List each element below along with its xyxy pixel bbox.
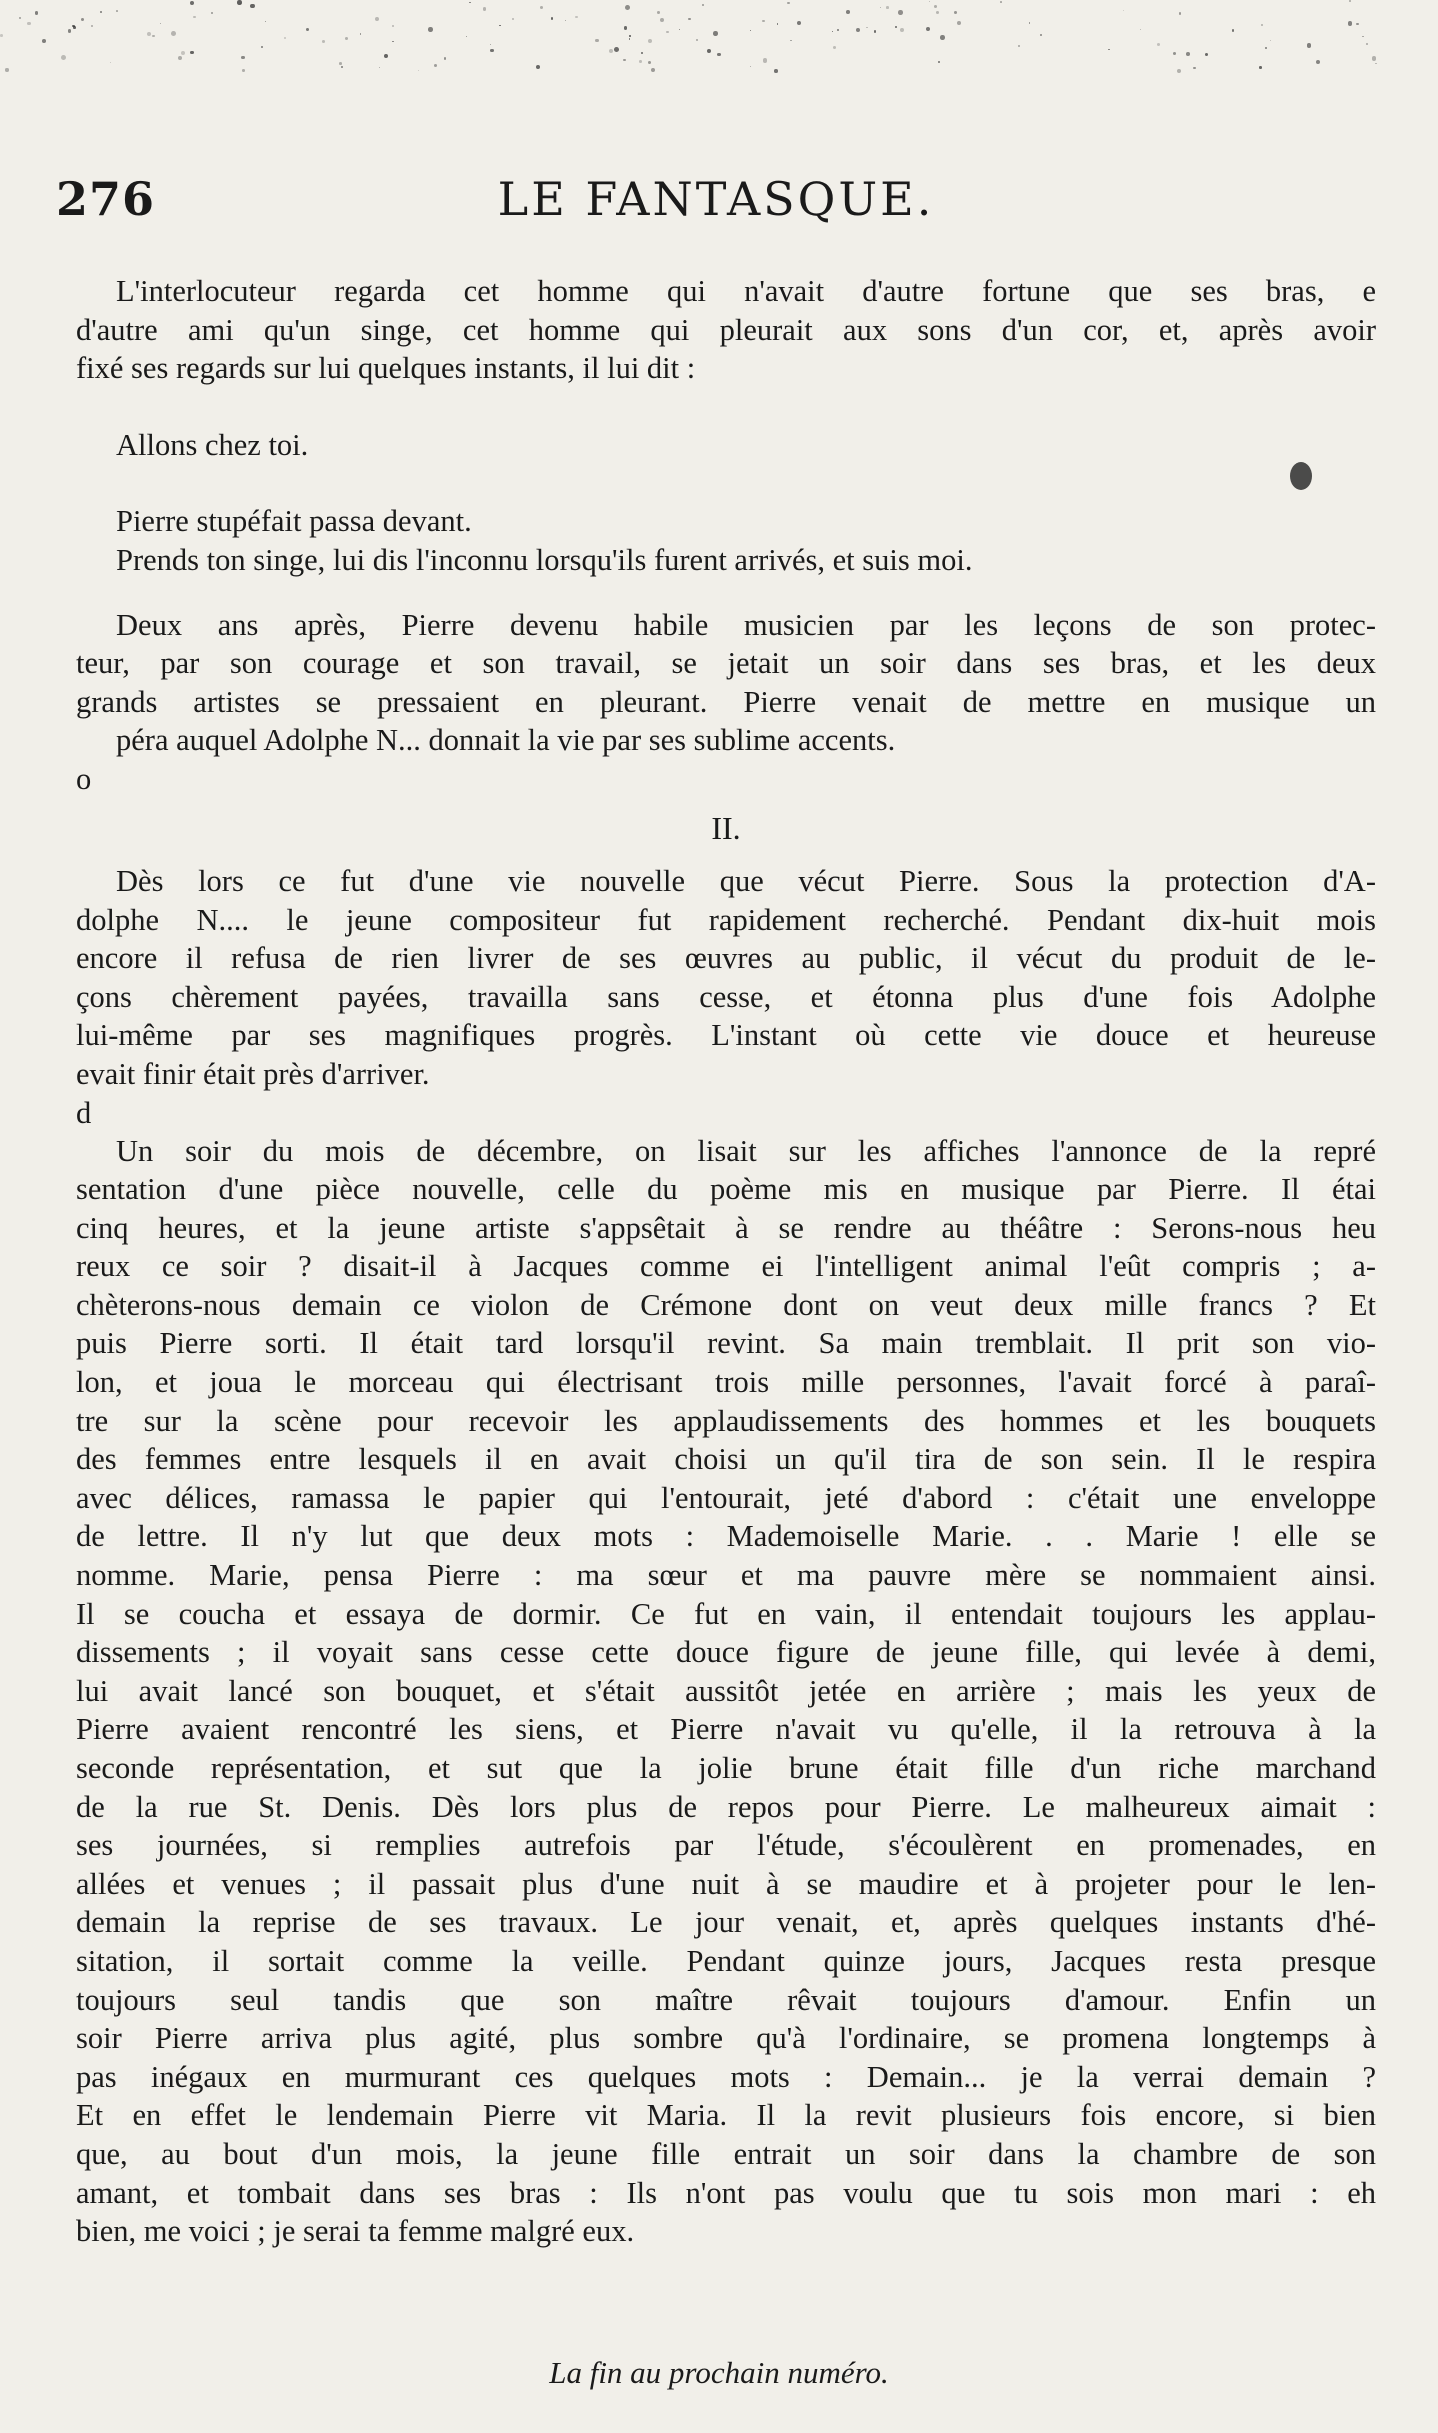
speckle bbox=[1140, 29, 1141, 30]
text-line: ses journées, si remplies autrefois par l'étude, s'écoulèrent en promenades, en bbox=[76, 1828, 1376, 1863]
speckle bbox=[595, 39, 599, 43]
speckle bbox=[679, 29, 680, 30]
speckle bbox=[777, 23, 779, 25]
speckle bbox=[241, 56, 244, 59]
speckle bbox=[938, 61, 940, 63]
text-line: bien, me voici ; je serai ta femme malgré eux. bbox=[76, 2214, 635, 2249]
speckle bbox=[833, 46, 836, 49]
text-line: çons chèrement payées, travailla sans cesse, et étonna plus d'une fois Adolphe bbox=[76, 979, 1376, 1014]
speckle bbox=[787, 2, 789, 4]
speckle bbox=[434, 64, 437, 67]
speckle bbox=[91, 25, 93, 27]
speckle bbox=[957, 21, 961, 25]
text-line: avec délices, ramassa le papier qui l'entourait, jeté d'abord : c'était une enveloppe bbox=[76, 1480, 1376, 1515]
text-line: pas inégaux en murmurant ces quelques mots : Demain... je la verrai demain ? bbox=[76, 2059, 1376, 2094]
speckle bbox=[1366, 43, 1368, 45]
speckle bbox=[660, 18, 664, 22]
speckle bbox=[540, 6, 543, 9]
paragraph bbox=[76, 502, 1376, 579]
speckle bbox=[306, 28, 310, 32]
text-line: Pierre avaient rencontré les siens, et Pierre n'avait vu qu'elle, il la retrouva à la bbox=[76, 1712, 1376, 1747]
speckle bbox=[490, 44, 491, 45]
speckle bbox=[250, 4, 255, 9]
text-line: grands artistes se pressaient en pleurant. Pierre venait de mettre en musique un bbox=[76, 684, 1376, 719]
paragraph bbox=[76, 272, 1376, 388]
speckle bbox=[1316, 60, 1320, 64]
text-line: dissements ; il voyait sans cesse cette douce figure de jeune fille, qui levée à demi, bbox=[76, 1635, 1376, 1670]
speckle bbox=[929, 1, 930, 2]
speckle bbox=[68, 29, 72, 33]
speckle bbox=[1307, 43, 1311, 47]
speckle bbox=[1356, 23, 1359, 26]
speckle bbox=[379, 67, 380, 68]
text-line: chèterons-nous demain ce violon de Crémone dont on veut deux mille francs ? Et bbox=[76, 1287, 1376, 1322]
speckle bbox=[72, 25, 74, 27]
speckle bbox=[1348, 21, 1353, 26]
speckle bbox=[750, 66, 751, 67]
text-line: que, au bout d'un mois, la jeune fille entrait un soir dans la chambre de son bbox=[76, 2136, 1376, 2171]
speckle bbox=[35, 11, 39, 15]
text-line: lui avait lancé son bouquet, et s'était aussitôt jetée en arrière ; mais les yeux de bbox=[76, 1673, 1376, 1708]
speckle bbox=[27, 22, 30, 25]
speckle bbox=[1375, 63, 1377, 65]
speckle bbox=[846, 10, 850, 14]
speckle bbox=[1173, 52, 1176, 55]
speckle bbox=[512, 18, 514, 20]
speckle bbox=[499, 25, 500, 26]
stray-letter: o bbox=[76, 761, 92, 796]
text-line: Prends ton singe, lui dis l'inconnu lorsqu'ils furent arrivés, et suis moi. bbox=[116, 542, 973, 577]
speckle bbox=[1372, 56, 1377, 61]
speckle bbox=[623, 59, 626, 62]
speckle bbox=[1362, 36, 1363, 37]
text-line: Et en effet le lendemain Pierre vit Maria. Il la revit plusieurs fois encore, si bien bbox=[76, 2098, 1376, 2133]
speckle bbox=[657, 11, 660, 14]
speckle bbox=[211, 12, 213, 14]
speckle bbox=[1179, 12, 1181, 14]
speckle bbox=[1193, 67, 1196, 70]
stray-letter: d bbox=[76, 1095, 92, 1130]
speckle bbox=[536, 65, 540, 69]
speckle bbox=[1232, 29, 1235, 32]
speckle bbox=[237, 0, 241, 4]
speckle bbox=[261, 46, 263, 48]
speckle bbox=[1029, 22, 1030, 23]
text-line: de lettre. Il n'y lut que deux mots : Mademoiselle Marie. . . Marie ! elle se bbox=[76, 1519, 1376, 1554]
speckle bbox=[1123, 10, 1125, 12]
section-heading: II. bbox=[711, 809, 741, 846]
speckle bbox=[895, 26, 897, 28]
text-line: encore il refusa de rien livrer de ses œuvres au public, il vécut du produit de le- bbox=[76, 941, 1376, 976]
speckle bbox=[1186, 52, 1190, 56]
speckle bbox=[341, 66, 343, 68]
speckle bbox=[5, 68, 8, 71]
speckle bbox=[625, 5, 630, 10]
speckle bbox=[856, 28, 860, 32]
text-line: teur, par son courage et son travail, se jetait un soir dans ses bras, et les deux bbox=[76, 646, 1376, 681]
text-line: reux ce soir ? disait-il à Jacques comme ei l'intelligent animal l'eût compris ; a- bbox=[76, 1249, 1376, 1284]
speckle bbox=[181, 51, 185, 55]
speckle bbox=[707, 49, 711, 53]
speckle bbox=[774, 69, 778, 73]
text-line: lui-même par ses magnifiques progrès. L'instant où cette vie douce et heureuse bbox=[76, 1018, 1376, 1053]
speckle bbox=[1018, 45, 1020, 47]
speckle bbox=[1108, 49, 1110, 51]
speckle bbox=[880, 7, 881, 8]
speckle bbox=[42, 39, 46, 43]
page-number: 276 bbox=[56, 172, 156, 226]
text-line: Il se coucha et essaya de dormir. Ce fut en vain, il entendait toujours les applau- bbox=[76, 1596, 1376, 1631]
text-line: puis Pierre sorti. Il était tard lorsqu'il revint. Sa main tremblait. Il prit son vio- bbox=[76, 1326, 1376, 1361]
speckle bbox=[110, 62, 111, 63]
speckle bbox=[1261, 24, 1263, 26]
speckle bbox=[147, 32, 151, 36]
speckle bbox=[345, 37, 348, 40]
running-title: LE FANTASQUE. bbox=[497, 172, 935, 226]
paragraph bbox=[76, 426, 1376, 465]
speckle bbox=[886, 6, 889, 9]
speckle bbox=[19, 17, 20, 18]
text-line: lon, et joua le morceau qui électrisant trois mille personnes, l'avait forcé à paraî- bbox=[76, 1365, 1376, 1400]
speckle bbox=[190, 51, 193, 54]
text-line: péra auquel Adolphe N... donnait la vie par ses sublime accents. bbox=[116, 723, 896, 758]
speckle bbox=[0, 34, 3, 37]
text-line: de la rue St. Denis. Dès lors plus de repos pour Pierre. Le malheureux aimait : bbox=[76, 1789, 1376, 1824]
speckle bbox=[242, 69, 245, 72]
text-line: Deux ans après, Pierre devenu habile musicien par les leçons de son protec- bbox=[116, 607, 1376, 642]
speckle bbox=[360, 33, 361, 34]
text-line: sentation d'une pièce nouvelle, celle du poème mis en musique par Pierre. Il étai bbox=[76, 1172, 1376, 1207]
speckle bbox=[926, 27, 930, 31]
speckle bbox=[790, 40, 791, 41]
article-body bbox=[76, 272, 1376, 2251]
speckle bbox=[1000, 1, 1002, 3]
speckle bbox=[575, 16, 578, 19]
speckle bbox=[624, 26, 627, 29]
speckle bbox=[874, 30, 877, 33]
speckle bbox=[1270, 40, 1271, 41]
speckle bbox=[375, 17, 379, 21]
speckle bbox=[940, 35, 945, 40]
speckle bbox=[193, 16, 196, 19]
text-line: d'autre ami qu'un singe, cet homme qui pleurait aux sons d'un cor, et, après avoir bbox=[76, 312, 1376, 347]
speckle bbox=[702, 4, 704, 6]
text-line: evait finir était près d'arriver. bbox=[76, 1056, 430, 1091]
speckle bbox=[392, 41, 394, 43]
speckle bbox=[866, 27, 867, 28]
speckle bbox=[762, 20, 764, 22]
text-line: Allons chez toi. bbox=[116, 427, 309, 462]
speckle bbox=[648, 61, 651, 64]
speckle bbox=[116, 10, 118, 12]
speckle bbox=[1177, 69, 1181, 73]
speckle bbox=[688, 18, 691, 21]
continuation-note: La fin au prochain numéro. bbox=[549, 2355, 889, 2390]
speckle bbox=[466, 36, 467, 37]
speckle bbox=[837, 29, 839, 31]
speckle bbox=[898, 10, 903, 15]
speckle bbox=[763, 58, 767, 62]
paragraph bbox=[76, 1132, 1376, 2251]
speckle bbox=[614, 47, 619, 52]
page-header bbox=[56, 172, 1376, 232]
text-line: toujours seul tandis que son maître rêvait toujours d'amour. Enfin un bbox=[76, 1982, 1376, 2017]
speckle bbox=[1205, 53, 1208, 56]
text-line: demain la reprise de ses travaux. Le jour venait, et, après quelques instants d'hé- bbox=[76, 1905, 1376, 1940]
speckle bbox=[160, 23, 161, 24]
speckle bbox=[936, 11, 940, 15]
speckle bbox=[171, 31, 176, 36]
speckle bbox=[384, 54, 388, 58]
speckle bbox=[609, 49, 613, 53]
speckle bbox=[565, 20, 566, 21]
speckle bbox=[61, 55, 66, 60]
speckle bbox=[190, 1, 194, 5]
text-line: seconde représentation, et sut que la jolie brune était fille d'un riche marchand bbox=[76, 1751, 1376, 1785]
speckle bbox=[900, 28, 904, 32]
speckle bbox=[717, 53, 720, 56]
speckle bbox=[696, 39, 697, 40]
speckle bbox=[1265, 47, 1267, 49]
speckle bbox=[490, 49, 493, 52]
speckle bbox=[797, 21, 801, 25]
speckle bbox=[954, 11, 957, 14]
speckle bbox=[81, 18, 84, 21]
speckle bbox=[629, 38, 630, 39]
text-line: dolphe N.... le jeune compositeur fut rapidement recherché. Pendant dix-huit mois bbox=[76, 902, 1376, 937]
speckle bbox=[648, 39, 653, 44]
speckle bbox=[322, 40, 325, 43]
text-line: sitation, il sortait comme la veille. Pendant quinze jours, Jacques resta presque bbox=[76, 1943, 1376, 1978]
speckle bbox=[1349, 0, 1351, 2]
speckle bbox=[469, 2, 470, 3]
paragraph bbox=[76, 606, 1376, 798]
speckle bbox=[713, 31, 718, 36]
text-line: cinq heures, et la jeune artiste s'appsêtait à se rendre au théâtre : Serons-nous heu bbox=[76, 1210, 1376, 1245]
speckle bbox=[392, 25, 394, 27]
speckle bbox=[1040, 34, 1042, 36]
text-line: allées et venues ; il passait plus d'une nuit à se maudire et à projeter pour le len- bbox=[76, 1866, 1376, 1901]
text-line: Pierre stupéfait passa devant. bbox=[116, 504, 472, 539]
text-line: Dès lors ce fut d'une vie nouvelle que vécut Pierre. Sous la protection d'A- bbox=[116, 863, 1376, 898]
text-line: tre sur la scène pour recevoir les applaudissements des hommes et les bouquets bbox=[76, 1403, 1376, 1438]
speckle bbox=[284, 37, 286, 39]
speckle bbox=[100, 11, 101, 12]
text-line: amant, et tombait dans ses bras : Ils n'ont pas voulu que tu sois mon mari : eh bbox=[76, 2175, 1376, 2210]
speckle bbox=[666, 31, 669, 34]
speckle bbox=[651, 68, 656, 73]
text-line: L'interlocuteur regarda cet homme qui n'avait d'autre fortune que ses bras, e bbox=[116, 274, 1376, 308]
speckle bbox=[629, 35, 630, 36]
paragraph bbox=[76, 862, 1376, 1132]
speckle bbox=[483, 7, 487, 11]
speckle bbox=[178, 56, 183, 61]
speckle bbox=[1259, 66, 1262, 69]
speckle bbox=[641, 52, 643, 54]
speckle bbox=[152, 35, 155, 38]
speckle bbox=[639, 60, 642, 63]
speckle bbox=[934, 5, 937, 8]
speckle bbox=[1157, 43, 1160, 46]
text-line: des femmes entre lesquels il en avait choisi un qu'il tira de son sein. Il le respira bbox=[76, 1442, 1376, 1477]
text-line: nomme. Marie, pensa Pierre : ma sœur et ma pauvre mère se nommaient ainsi. bbox=[76, 1558, 1376, 1593]
speckle bbox=[339, 62, 342, 65]
speckle bbox=[832, 31, 833, 32]
speckle bbox=[418, 70, 419, 71]
text-line: Un soir du mois de décembre, on lisait sur les affiches l'annonce de la repré bbox=[116, 1133, 1376, 1168]
speckle bbox=[444, 57, 447, 60]
speckle bbox=[750, 30, 751, 31]
speckle bbox=[428, 27, 433, 32]
text-line: soir Pierre arriva plus agité, plus sombre qu'à l'ordinaire, se promena longtemps à bbox=[76, 2021, 1376, 2056]
speckle bbox=[265, 21, 266, 22]
speckle bbox=[551, 17, 553, 19]
text-line: fixé ses regards sur lui quelques instants, il lui dit : bbox=[76, 351, 696, 386]
